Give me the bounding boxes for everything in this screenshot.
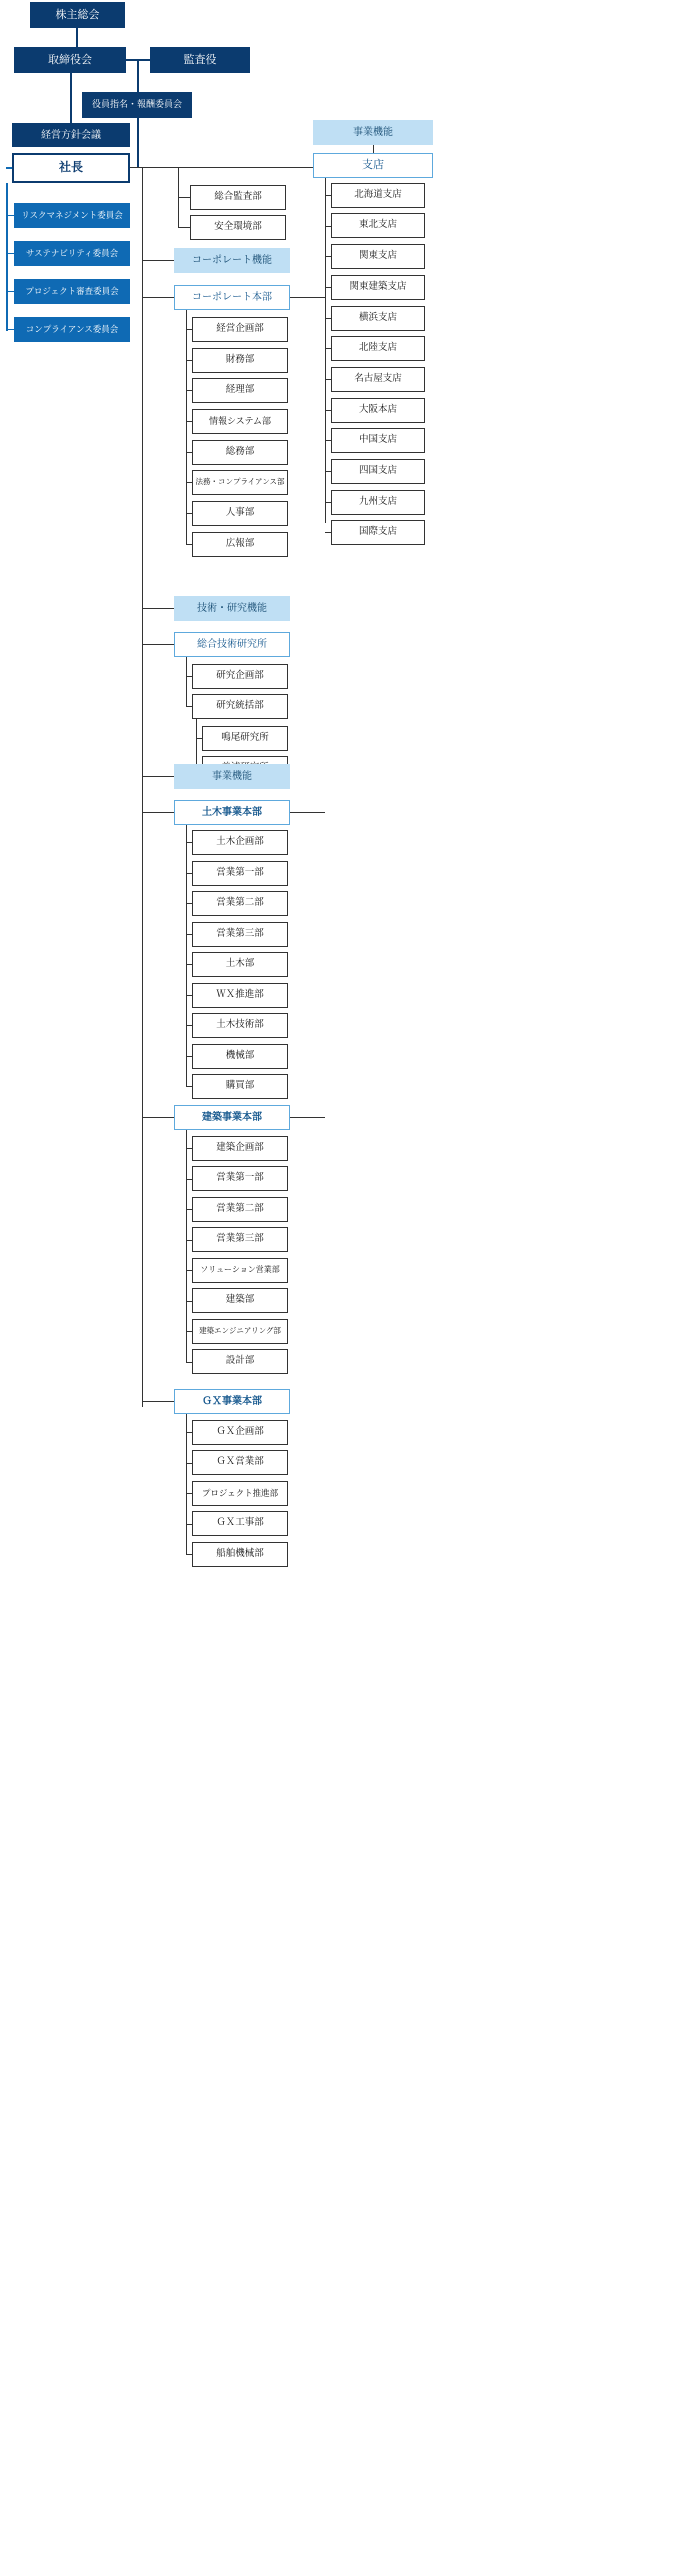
node-general-audit-dept[interactable] [190, 185, 286, 210]
node-human-resources-dept[interactable] [192, 501, 288, 526]
node-wx-promotion-dept[interactable] [192, 983, 288, 1008]
connector-spine-gxhq [142, 1401, 174, 1402]
node-design-dept[interactable] [192, 1349, 288, 1374]
node-label: 土木企画部 [216, 836, 264, 848]
connector-committee-project [6, 291, 14, 292]
connector-civilhq-right [290, 812, 325, 813]
connector-safety-dept [178, 227, 190, 228]
node-label: 技術・研究機能 [197, 603, 267, 614]
connector-corphq-right [290, 297, 325, 298]
node-information-systems-dept[interactable] [192, 409, 288, 434]
node-label: 経営企画部 [216, 323, 264, 335]
connector-spine-archhq [142, 1117, 174, 1118]
node-label: 役員指名・報酬委員会 [91, 99, 182, 110]
node-label: 研究企画部 [216, 670, 264, 682]
node-label: リスクマネジメント委員会 [21, 209, 123, 220]
node-civil-engineering-dept[interactable] [192, 952, 288, 977]
node-branch-osaka[interactable] [331, 398, 425, 423]
node-label: プロジェクト審査委員会 [25, 285, 119, 296]
node-label: 営業第二部 [216, 897, 264, 909]
connector-committee-risk [6, 215, 14, 216]
node-marine-machinery-dept[interactable] [192, 1542, 288, 1567]
node-branch-tohoku[interactable] [331, 213, 425, 238]
node-label: コンプライアンス委員会 [25, 323, 119, 334]
node-gx-sales-dept[interactable] [192, 1450, 288, 1475]
connector-civil-vert [186, 825, 187, 1087]
node-legal-compliance-dept[interactable] [192, 470, 288, 495]
node-compliance-committee[interactable] [14, 317, 130, 342]
node-architecture-hq[interactable] [174, 1105, 290, 1130]
node-naruo-research-lab[interactable] [202, 726, 288, 751]
node-label: 購買部 [225, 1080, 255, 1092]
node-architecture-sales-dept-3[interactable] [192, 1227, 288, 1252]
node-branch-hokkaido[interactable] [331, 183, 425, 208]
node-civil-technology-dept[interactable] [192, 1013, 288, 1038]
node-label: コーポレート本部 [192, 292, 272, 303]
connector-spine-bizfunc [142, 776, 174, 777]
node-branch-yokohama[interactable] [331, 306, 425, 331]
node-finance-dept[interactable] [192, 348, 288, 373]
node-label: 九州支店 [358, 496, 397, 508]
node-board-of-directors[interactable] [14, 47, 126, 73]
node-label: 中国支店 [358, 434, 397, 446]
node-label: 北海道支店 [354, 189, 402, 201]
node-project-promotion-dept[interactable] [192, 1481, 288, 1506]
node-gx-planning-dept[interactable] [192, 1420, 288, 1445]
node-label: 船舶機械部 [216, 1548, 264, 1560]
node-label: 建築エンジニアリング部 [199, 1326, 281, 1336]
node-label: 大阪本店 [358, 404, 397, 416]
node-branch-kyushu[interactable] [331, 490, 425, 515]
node-label: 安全環境部 [214, 221, 262, 233]
node-label: 経理部 [225, 384, 255, 396]
node-label: 土木事業本部 [202, 807, 262, 818]
node-label: 事業機能 [353, 127, 393, 138]
node-label: 情報システム部 [208, 415, 272, 426]
node-branch-international[interactable] [331, 520, 425, 545]
node-label: 機械部 [225, 1050, 255, 1062]
node-architecture-sales-dept-1[interactable] [192, 1166, 288, 1191]
node-label: 営業第二部 [216, 1203, 264, 1215]
node-management-policy-meeting[interactable] [12, 123, 130, 147]
connector-audit-dept [178, 197, 190, 198]
node-shareholders-meeting[interactable] [30, 2, 125, 28]
node-branch-nagoya[interactable] [331, 367, 425, 392]
node-branch-shikoku[interactable] [331, 459, 425, 484]
connector-board-mgmtpolicy [70, 73, 72, 123]
node-label: 法務・コンプライアンス部 [195, 477, 285, 487]
node-label: 株主総会 [55, 8, 100, 21]
connector-spine-corphq [142, 297, 174, 298]
node-label: 総合技術研究所 [197, 639, 267, 650]
node-label: 研究統括部 [216, 700, 264, 712]
connector-committee-sustainability [6, 253, 14, 254]
node-label: 北陸支店 [358, 342, 397, 354]
node-label: 財務部 [225, 354, 255, 366]
node-branch-chugoku[interactable] [331, 428, 425, 453]
node-label: コーポレート機能 [192, 255, 272, 266]
node-accounting-dept[interactable] [192, 378, 288, 403]
node-label: 社長 [58, 160, 83, 175]
node-label: ＧＸ事業本部 [202, 1396, 262, 1407]
node-label: 総合監査部 [214, 191, 262, 203]
node-label: 営業第一部 [216, 867, 264, 879]
node-safety-environment-dept[interactable] [190, 215, 286, 240]
node-label: 横浜支店 [358, 312, 397, 324]
node-label: 取締役会 [48, 53, 92, 66]
connector-arch-vert [186, 1130, 187, 1362]
node-label: 国際支店 [358, 526, 397, 538]
node-label: ＧＸ工事部 [216, 1517, 264, 1529]
connector-spine-techhq [142, 644, 174, 645]
node-label: 人事部 [225, 507, 255, 519]
node-solution-sales-dept[interactable] [192, 1258, 288, 1283]
node-corporate-function[interactable] [174, 248, 290, 273]
node-label: 建築企画部 [216, 1142, 264, 1154]
connector-shareholders-board [76, 28, 78, 47]
node-label: 営業第一部 [216, 1172, 264, 1184]
node-label: 総務部 [225, 446, 255, 458]
node-label: 経営方針会議 [41, 129, 101, 141]
node-label: 支店 [362, 159, 384, 172]
node-auditors[interactable] [150, 47, 250, 73]
node-label: 土木部 [225, 958, 255, 970]
node-label: 設計部 [225, 1355, 255, 1367]
node-label: 四国支店 [358, 465, 397, 477]
node-civil-sales-dept-3[interactable] [192, 922, 288, 947]
node-public-relations-dept[interactable] [192, 532, 288, 557]
node-branch-kanto-architecture[interactable] [331, 275, 425, 300]
node-corporate-planning-dept[interactable] [192, 317, 288, 342]
node-label: 事業機能 [212, 771, 252, 782]
connector-spine-civilhq [142, 812, 174, 813]
node-label: 建築部 [225, 1294, 255, 1306]
node-branch[interactable] [313, 153, 433, 178]
node-label: ＧＸ営業部 [216, 1456, 264, 1468]
node-president[interactable] [12, 153, 130, 183]
node-technology-research-function[interactable] [174, 596, 290, 621]
node-business-function[interactable] [174, 764, 290, 789]
connector-main-spine [142, 167, 143, 1407]
node-label: 鳴尾研究所 [221, 732, 269, 744]
node-label: サステナビリティ委員会 [25, 247, 119, 258]
node-label: プロジェクト推進部 [201, 1487, 279, 1498]
node-research-institute[interactable] [174, 632, 290, 657]
node-gx-construction-dept[interactable] [192, 1511, 288, 1536]
node-machinery-dept[interactable] [192, 1044, 288, 1069]
node-sustainability-committee[interactable] [14, 241, 130, 266]
node-label: 名古屋支店 [354, 373, 402, 385]
node-project-review-committee[interactable] [14, 279, 130, 304]
connector-spine-techfunc [142, 608, 174, 609]
connector-archhq-right [290, 1117, 325, 1118]
connector-spine-corpfunc [142, 260, 174, 261]
node-label: 営業第三部 [216, 928, 264, 940]
node-research-planning-dept[interactable] [192, 664, 288, 689]
node-civil-engineering-hq[interactable] [174, 800, 290, 825]
connector-gx-vert [186, 1414, 187, 1555]
connector-committee-compliance [6, 329, 14, 330]
node-civil-sales-dept-1[interactable] [192, 861, 288, 886]
connector-bizfunc-branch [373, 145, 374, 153]
node-general-affairs-dept[interactable] [192, 440, 288, 465]
node-corporate-hq[interactable] [174, 285, 290, 310]
node-architecture-dept[interactable] [192, 1288, 288, 1313]
node-label: 建築事業本部 [202, 1112, 262, 1123]
node-architecture-planning-dept[interactable] [192, 1136, 288, 1161]
connector-president-spine-horizontal [130, 167, 343, 168]
node-label: 土木技術部 [216, 1019, 264, 1031]
node-label: ＧＸ企画部 [216, 1426, 264, 1438]
node-label: ＷＸ推進部 [216, 989, 264, 1001]
node-nomination-compensation-committee[interactable] [82, 92, 192, 118]
node-label: 営業第三部 [216, 1233, 264, 1245]
node-procurement-dept[interactable] [192, 1074, 288, 1099]
node-gx-business-hq[interactable] [174, 1389, 290, 1414]
node-branch-kanto[interactable] [331, 244, 425, 269]
node-label: 監査役 [183, 53, 217, 66]
node-architecture-sales-dept-2[interactable] [192, 1197, 288, 1222]
node-research-administration-dept[interactable] [192, 694, 288, 719]
node-civil-planning-dept[interactable] [192, 830, 288, 855]
node-risk-management-committee[interactable] [14, 203, 130, 228]
connector-corp-vert [186, 310, 187, 545]
node-label: 関東支店 [358, 250, 397, 262]
node-branch-hokuriku[interactable] [331, 336, 425, 361]
node-label: ソリューション営業部 [200, 1265, 280, 1275]
node-architecture-engineering-dept[interactable] [192, 1319, 288, 1344]
connector-president-committees-vert [6, 183, 8, 331]
node-label: 東北支店 [358, 219, 397, 231]
node-label: 関東建築支店 [349, 281, 407, 293]
connector-res-vert [186, 657, 187, 707]
node-civil-sales-dept-2[interactable] [192, 891, 288, 916]
node-business-function-branches[interactable] [313, 120, 433, 145]
node-label: 広報部 [225, 538, 255, 550]
